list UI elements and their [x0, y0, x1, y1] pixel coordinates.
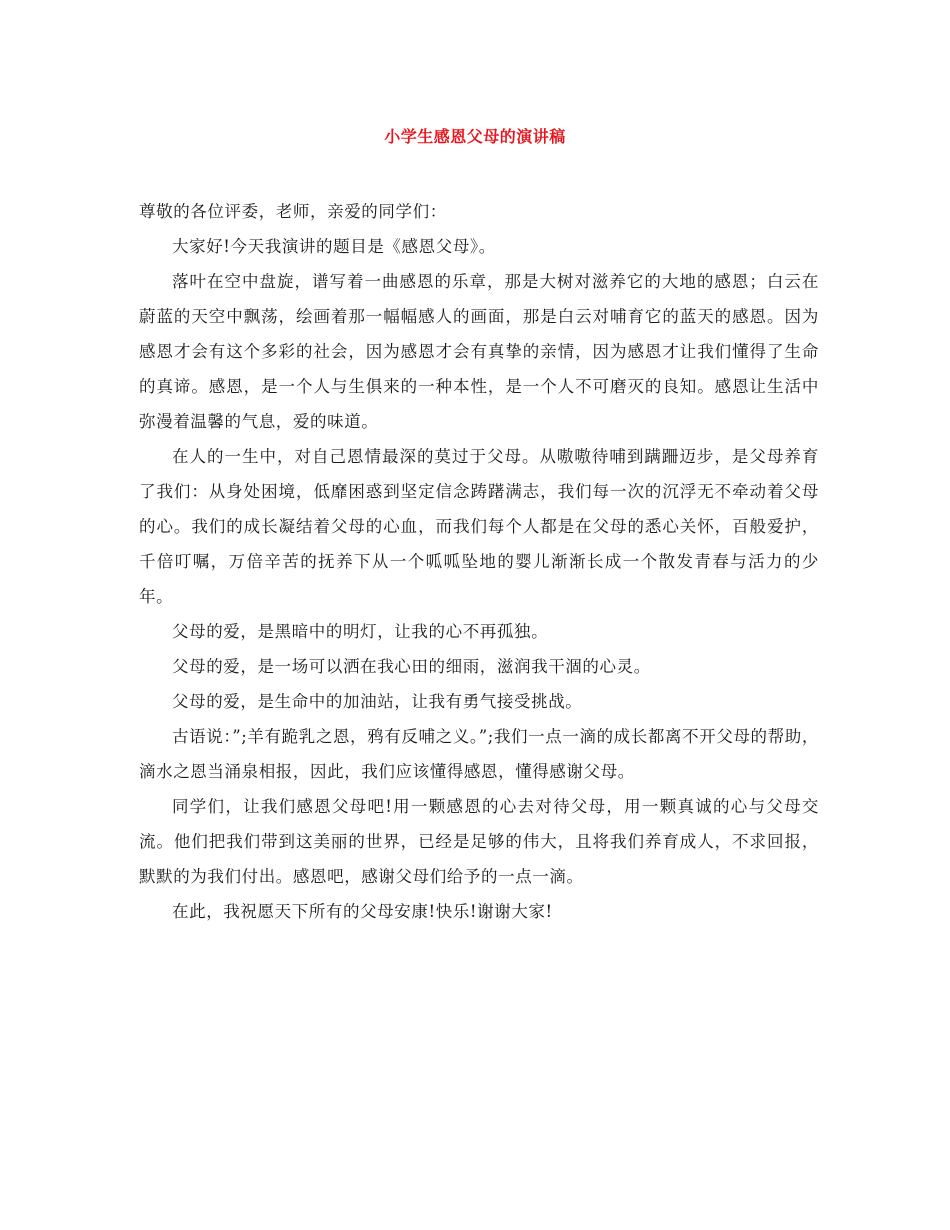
paragraph-greeting: 大家好!今天我演讲的题目是《感恩父母》。 [172, 237, 496, 256]
document-body [139, 194, 819, 929]
paragraph-love-lamp: 父母的爱，是黑暗中的明灯，让我的心不再孤独。 [172, 622, 549, 641]
paragraph-call-to-action: 同学们，让我们感恩父母吧!用一颗感恩的心去对待父母，用一颗真诚的心与父母交流。他们把我们带到这美丽的世界，已经是足够的伟大，且将我们养育成人，不求回报，默默的为我们付出。感恩吧，感谢父母们给予的一点一滴。 [139, 797, 819, 886]
paragraph-love-rain: 父母的爱，是一场可以洒在我心田的细雨，滋润我干涸的心灵。 [172, 657, 651, 676]
paragraph-love-station: 父母的爱，是生命中的加油站，让我有勇气接受挑战。 [172, 692, 583, 711]
document-title: 小学生感恩父母的演讲稿 [384, 127, 566, 146]
paragraph-closing: 在此，我祝愿天下所有的父母安康!快乐!谢谢大家! [172, 902, 553, 921]
paragraph-proverb: 古语说：”;羊有跪乳之恩，鸦有反哺之义。”;我们一点一滴的成长都离不开父母的帮助，滴水之恩当涌泉相报，因此，我们应该懂得感恩，懂得感谢父母。 [139, 727, 819, 781]
paragraph-parents-care: 在人的一生中，对自己恩情最深的莫过于父母。从嗷嗷待哺到蹒跚迈步，是父母养育了我们：从身处困境，低靡困惑到坚定信念踌躇满志，我们每一次的沉浮无不牵动着父母的心。我们的成长凝结着父母的心血，而我们每个人都是在父母的悉心关怀，百般爱护，千倍叮嘱，万倍辛苦的抚养下从一个呱呱坠地的婴儿渐渐长成一个散发青春与活力的少年。 [139, 447, 819, 606]
salutation: 尊敬的各位评委，老师，亲爱的同学们： [139, 202, 447, 221]
paragraph-gratitude-nature: 落叶在空中盘旋，谱写着一曲感恩的乐章，那是大树对滋养它的大地的感恩；白云在蔚蓝的天空中飘荡，绘画着那一幅幅感人的画面，那是白云对哺育它的蓝天的感恩。因为感恩才会有这个多彩的社会，因为感恩才会有真挚的亲情，因为感恩才让我们懂得了生命的真谛。感恩，是一个人与生俱来的一种本性，是一个人不可磨灭的良知。感恩让生活中弥漫着温馨的气息，爱的味道。 [139, 272, 819, 431]
